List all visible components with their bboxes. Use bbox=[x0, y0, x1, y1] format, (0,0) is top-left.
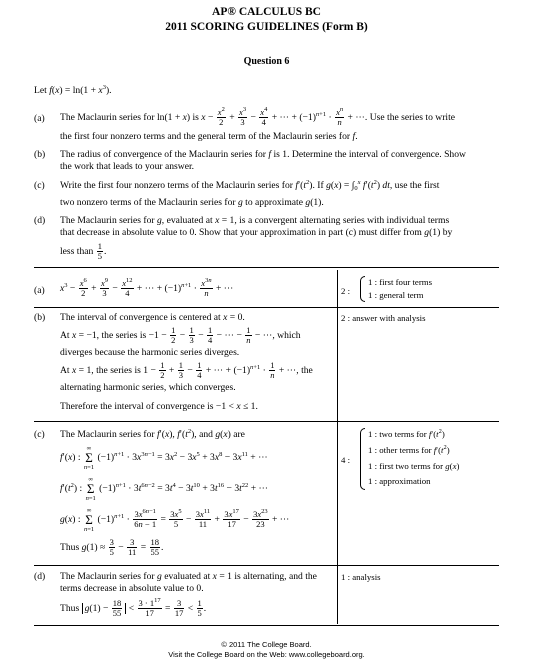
sol-c-fprime-t2: $f'(t^2)$ : ∞ Σ n=1 $(-1)^{n+1} \cdot 3t^{6n-2} = 3t^4 - 3t^{10} + 3t^{16} - 3t^{22}$ + ⋯ bbox=[60, 475, 269, 502]
sol-c-g: g(x) : ∞ Σ n=1 $(-1)^{n+1}$ · $\frac{3x^{6n-1}}{6n - 1}$ = $\frac{3x^5}{5}$ − $\frac{3x^{11}}{11}$ + $\frac{3x^{17}}{17}$ − $\frac{3x^{23}}{23}$ + ⋯ bbox=[60, 506, 290, 533]
part-d-line3: less than $\frac{1}{5}$ . bbox=[60, 241, 107, 262]
row-divider-c-d bbox=[34, 565, 499, 566]
row-divider-b-c bbox=[34, 421, 499, 422]
score-c-points: 4 : bbox=[341, 455, 351, 465]
score-a-brace bbox=[360, 276, 365, 302]
sol-c-fprime: f′(x) : ∞ Σ n=1 $(-1)^{n+1} \cdot 3x^{3n-1} = 3x^2 - 3x^5 + 3x^8 - 3x^{11}$ + ⋯ bbox=[60, 444, 268, 471]
sol-c-line1: The Maclaurin series for f′(x), $f'(t^2)$, and g(x) are bbox=[60, 428, 245, 440]
part-d-line1: The Maclaurin series for g, evaluated at x = 1, is a convergent alternating series with individual terms bbox=[60, 215, 450, 226]
sol-b-line5: alternating harmonic series, which converges. bbox=[60, 382, 236, 393]
part-a-line2: the first four nonzero terms and the general term of the Maclaurin series for f. bbox=[60, 131, 358, 142]
score-c-brace bbox=[360, 428, 365, 490]
score-a-item-2: 1 : general term bbox=[368, 290, 424, 300]
part-d-line2: that decrease in absolute value to 0. Show that your approximation in part (c) must differ from g(1) by bbox=[60, 227, 453, 238]
sol-d-label: (d) bbox=[34, 571, 46, 582]
scoring-column-divider bbox=[337, 270, 338, 624]
problem-intro: Let $f(x) = \ln(1 + x^3)$. bbox=[34, 84, 112, 96]
score-b-points: 2 : answer with analysis bbox=[341, 313, 426, 323]
document-subtitle: 2011 SCORING GUIDELINES (Form B) bbox=[165, 21, 368, 33]
part-c-line1: Write the first four nonzero terms of the Maclaurin series for $f'(t^2)$. If $g(x) = \int_0^x$ $f'(t^2)$ dt, use the first bbox=[60, 179, 440, 192]
sol-b-line2: At x = −1, the series is −1 − $\frac{1}{2}$ − $\frac{1}{3}$ − $\frac{1}{4}$ − ⋯ − $\frac{1}{n}$ − ⋯, which bbox=[60, 325, 301, 346]
part-b-label: (b) bbox=[34, 149, 46, 160]
part-a-text-end: Use the series to write bbox=[369, 112, 455, 123]
section-divider bbox=[34, 267, 499, 268]
score-c-item-1: 1 : two terms for $f'(t^2)$ bbox=[368, 428, 445, 439]
sol-b-line6: Therefore the interval of convergence is −1 < x ≤ 1. bbox=[60, 401, 258, 412]
part-a-text-start: The Maclaurin series for bbox=[60, 112, 155, 123]
score-a-item-1: 1 : first four terms bbox=[368, 277, 433, 287]
sol-b-line1: The interval of convergence is centered at x = 0. bbox=[60, 312, 245, 323]
bottom-divider bbox=[34, 625, 499, 626]
part-a-line1: The Maclaurin series for ln(1 + x) is x − $\frac{x^2}{2}$ + $\frac{x^3}{3}$ − $\frac{x^4}{4}$ + ⋯ + $(-1)^{n+1}$ · $\frac{x^n}{n}$ + ⋯. Use the series to write bbox=[60, 106, 455, 128]
question-title: Question 6 bbox=[243, 56, 290, 67]
footer-website: Visit the College Board on the Web: www.collegeboard.org. bbox=[168, 650, 365, 659]
part-c-label: (c) bbox=[34, 180, 45, 191]
sol-b-label: (b) bbox=[34, 312, 46, 323]
score-c-item-2: 1 : other terms for $f'(t^2)$ bbox=[368, 444, 450, 455]
sol-d-line2: terms decrease in absolute value to 0. bbox=[60, 583, 204, 594]
sol-b-line4: At x = 1, the series is 1 − $\frac{1}{2}$ + $\frac{1}{3}$ − $\frac{1}{4}$ + ⋯ + $(-1)^{n+1}$ · $\frac{1}{n}$ + ⋯, the bbox=[60, 360, 313, 381]
part-b-line2: the work that leads to your answer. bbox=[60, 161, 195, 172]
sol-d-thus: Thus g(1) − $\frac{18}{55}$ < $\frac{3 \cdot 1^{17}}{17}$ = $\frac{3}{17}$ < $\frac{1}{5}$ . bbox=[60, 597, 207, 619]
score-a-points: 2 : bbox=[341, 286, 351, 296]
sol-a-series: $x^3$ − $\frac{x^6}{2}$ + $\frac{x^9}{3}$ − $\frac{x^{12}}{4}$ + ⋯ + $(-1)^{n+1}$ · $\frac{x^{3n}}{n}$ + ⋯ bbox=[60, 277, 234, 299]
document-title: AP® CALCULUS BC bbox=[212, 6, 321, 18]
score-d-points: 1 : analysis bbox=[341, 572, 381, 582]
part-c-line2: two nonzero terms of the Maclaurin series for g to approximate g(1). bbox=[60, 197, 324, 208]
part-a-label: (a) bbox=[34, 113, 45, 124]
score-c-item-4: 1 : approximation bbox=[368, 476, 431, 486]
sol-b-line3: diverges because the harmonic series diverges. bbox=[60, 347, 240, 358]
footer-copyright: © 2011 The College Board. bbox=[221, 640, 312, 649]
part-d-label: (d) bbox=[34, 215, 46, 226]
sol-d-line1: The Maclaurin series for g evaluated at x = 1 is alternating, and the bbox=[60, 571, 317, 582]
sol-a-label: (a) bbox=[34, 285, 45, 296]
row-divider-a-b bbox=[34, 307, 499, 308]
sol-c-thus: Thus g(1) ≈ $\frac{3}{5}$ − $\frac{3}{11}$ = $\frac{18}{55}$ . bbox=[60, 537, 164, 558]
part-b-line1: The radius of convergence of the Maclaurin series for f is 1. Determine the interval of convergence. Show bbox=[60, 149, 466, 160]
sol-c-label: (c) bbox=[34, 429, 45, 440]
intro-let: Let bbox=[34, 85, 47, 96]
score-c-item-3: 1 : first two terms for g(x) bbox=[368, 461, 460, 471]
